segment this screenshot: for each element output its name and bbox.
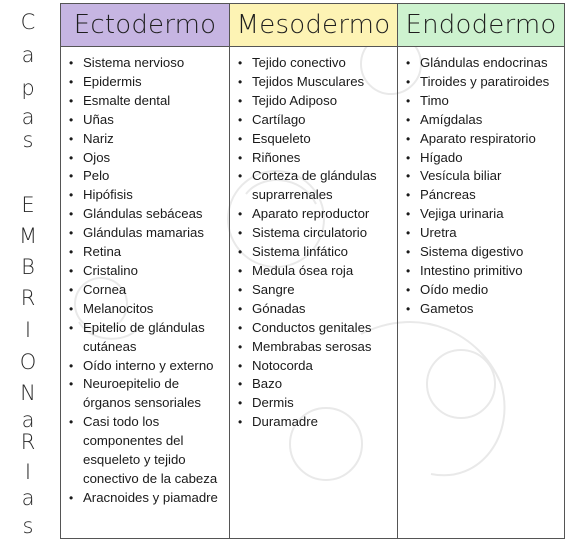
title-letter: M: [18, 224, 38, 248]
list-item: • Intestino primitivo: [406, 262, 560, 281]
list-item: • Casi todo los componentes del esqueleto y tejido conectivo de la cabeza: [69, 413, 225, 489]
list-item: • Medula ósea roja: [238, 262, 393, 281]
list-item: • Amígdalas: [406, 111, 560, 130]
list-item: • Cristalino: [69, 262, 225, 281]
list-item: • Cartílago: [238, 111, 393, 130]
title-letter: B: [21, 255, 35, 279]
list-item: • Riñones: [238, 149, 393, 168]
list-item: • Cornea: [69, 281, 225, 300]
list-item: • Oído medio: [406, 281, 560, 300]
title-letter: p: [21, 76, 35, 100]
title-letter: a: [21, 43, 35, 67]
list-item: • Dermis: [238, 394, 393, 413]
list-item: • Vejiga urinaria: [406, 205, 560, 224]
list-item: • Conductos genitales: [238, 319, 393, 338]
list-item: • Timo: [406, 92, 560, 111]
list-item: • Tejido conectivo: [238, 54, 393, 73]
list-item: • Neuroepitelio de órganos sensoriales: [69, 375, 225, 413]
list-item: • Membrabas serosas: [238, 338, 393, 357]
list-item: • Glándulas mamarias: [69, 224, 225, 243]
title-letter: N: [20, 381, 36, 405]
title-letter: s: [22, 514, 34, 538]
list-item: • Uretra: [406, 224, 560, 243]
list-item: • Oído interno y externo: [69, 357, 225, 376]
list-item: • Sistema circulatorio: [238, 224, 393, 243]
list-item: • Vesícula biliar: [406, 167, 560, 186]
list-item: • Gónadas: [238, 300, 393, 319]
list-item: • Uñas: [69, 111, 225, 130]
ectoderm-column: [61, 4, 229, 538]
list-item: • Sangre: [238, 281, 393, 300]
endoderm-header: Endodermo: [398, 4, 564, 47]
list-item: • Notocorda: [238, 357, 393, 376]
list-item: • Epidermis: [69, 73, 225, 92]
list-item: • Esmalte dental: [69, 92, 225, 111]
list-item: • Aparato respiratorio: [406, 130, 560, 149]
list-item: • Sistema digestivo: [406, 243, 560, 262]
list-item: • Melanocitos: [69, 300, 225, 319]
title-letter: s: [22, 128, 34, 152]
list-item: • Gametos: [406, 300, 560, 319]
list-item: • Páncreas: [406, 186, 560, 205]
list-item: • Duramadre: [238, 413, 393, 432]
endoderm-list: [398, 47, 564, 319]
list-item: • Tiroides y paratiroides: [406, 73, 560, 92]
list-item: • Corteza de glándulas suprarrenales: [238, 167, 393, 205]
list-item: • Aparato reproductor: [238, 205, 393, 224]
list-item: • Tejidos Musculares: [238, 73, 393, 92]
title-letter: a: [21, 408, 35, 432]
title-letter: I: [24, 460, 32, 484]
mesoderm-column: [229, 4, 397, 538]
list-item: • Esqueleto: [238, 130, 393, 149]
list-item: • Pelo: [69, 167, 225, 186]
title-letter: a: [21, 486, 35, 510]
endoderm-column: [397, 4, 564, 538]
mesoderm-list: [230, 47, 397, 432]
list-item: • Hígado: [406, 149, 560, 168]
list-item: • Hipófisis: [69, 186, 225, 205]
ectoderm-list: [61, 47, 229, 508]
title-letter: O: [19, 350, 37, 374]
title-letter: R: [20, 286, 36, 310]
list-item: • Tejido Adiposo: [238, 92, 393, 111]
list-item: • Aracnoides y piamadre: [69, 489, 225, 508]
title-letter: C: [20, 10, 36, 34]
title-letter: R: [20, 430, 36, 454]
list-item: • Glándulas endocrinas: [406, 54, 560, 73]
list-item: • Epitelio de glándulas cutáneas: [69, 319, 225, 357]
list-item: • Nariz: [69, 130, 225, 149]
title-letter: I: [24, 318, 32, 342]
ectoderm-header: Ectodermo: [61, 4, 229, 47]
list-item: • Ojos: [69, 149, 225, 168]
list-item: • Bazo: [238, 375, 393, 394]
title-letter: E: [21, 193, 35, 217]
title-letter: a: [21, 105, 35, 129]
list-item: • Sistema linfático: [238, 243, 393, 262]
mesoderm-header: Mesodermo: [230, 4, 397, 47]
list-item: • Sistema nervioso: [69, 54, 225, 73]
vertical-title: [0, 0, 56, 543]
list-item: • Retina: [69, 243, 225, 262]
germ-layers-table: [60, 3, 565, 539]
list-item: • Glándulas sebáceas: [69, 205, 225, 224]
